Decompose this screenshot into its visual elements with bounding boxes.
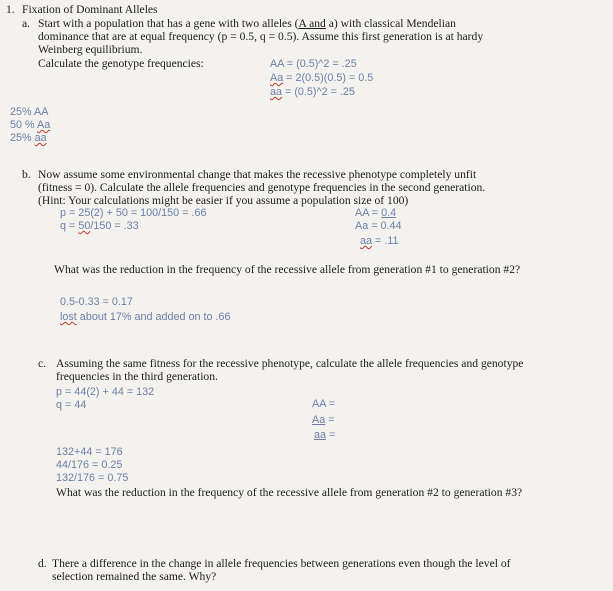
- question-number: 1.: [6, 3, 15, 16]
- part-b-line3: (Hint: Your calculations might be easier if you assume a population size of 100): [38, 194, 409, 207]
- calc-p-gen3: p = 44(2) + 44 = 132: [56, 386, 155, 398]
- calc-AA-gen2: AA = 0.4: [355, 207, 397, 219]
- part-d-line2: selection remained the same. Why?: [52, 570, 217, 583]
- calc-q-gen3: q = 44: [56, 399, 87, 411]
- calc-q-gen2: q = 50/150 = .33: [60, 220, 139, 232]
- part-b-label: b.: [22, 168, 31, 181]
- part-c-line1: Assuming the same fitness for the recessive phenotype, calculate the allele frequencies and genotype: [56, 357, 524, 370]
- work-line3: 132/176 = 0.75: [56, 472, 129, 484]
- Aa-gen3: Aa =: [312, 414, 335, 426]
- part-c-question: What was the reduction in the frequency of the recessive allele from generation #2 to generation #3?: [56, 486, 523, 499]
- question-title: Fixation of Dominant Alleles: [22, 3, 158, 16]
- part-c-line2: frequencies in the third generation.: [56, 370, 218, 383]
- pct-AA: 25% AA: [10, 106, 49, 118]
- AA-gen3: AA =: [312, 398, 336, 410]
- part-d-line1: There a difference in the change in allele frequencies between generations even though the level of: [52, 557, 511, 570]
- calc-AA: AA = (0.5)^2 = .25: [270, 58, 357, 70]
- part-a-line2: dominance that are at equal frequency (p = 0.5, q = 0.5). Assume this first generation is at hardy: [38, 30, 484, 43]
- part-b-line2: (fitness = 0). Calculate the allele frequencies and genotype frequencies in the second generation.: [38, 181, 486, 194]
- work-line1: 132+44 = 176: [56, 446, 123, 458]
- part-a-label: a.: [22, 17, 31, 30]
- calc-p-gen2: p = 25(2) + 50 = 100/150 = .66: [60, 207, 207, 219]
- aa-gen3: aa =: [314, 429, 336, 441]
- part-a-line4: Calculate the genotype frequencies:: [38, 57, 204, 70]
- work-line2: 44/176 = 0.25: [56, 459, 123, 471]
- part-b-question: What was the reduction in the frequency of the recessive allele from generation #1 to generation #2?: [54, 263, 521, 276]
- calc-Aa-gen2: Aa = 0.44: [355, 220, 402, 232]
- calc-Aa: Aa = 2(0.5)(0.5) = 0.5: [270, 72, 374, 84]
- pct-aa: 25% aa: [10, 132, 47, 144]
- calc-aa-gen2: aa = .11: [360, 235, 399, 247]
- part-a-line1: Start with a population that has a gene with two alleles (A and a) with classical Mendelian: [38, 17, 456, 30]
- part-b-answer1: 0.5-0.33 = 0.17: [60, 296, 133, 308]
- part-d-label: d.: [38, 557, 47, 570]
- part-b-line1: Now assume some environmental change that makes the recessive phenotype completely unfit: [38, 168, 477, 181]
- part-a-line3: Weinberg equilibrium.: [38, 43, 143, 56]
- calc-aa: aa = (0.5)^2 = .25: [270, 86, 355, 98]
- part-b-answer2: lost about 17% and added on to .66: [60, 311, 231, 323]
- pct-Aa: 50 % Aa: [10, 119, 51, 131]
- part-c-label: c.: [38, 357, 47, 370]
